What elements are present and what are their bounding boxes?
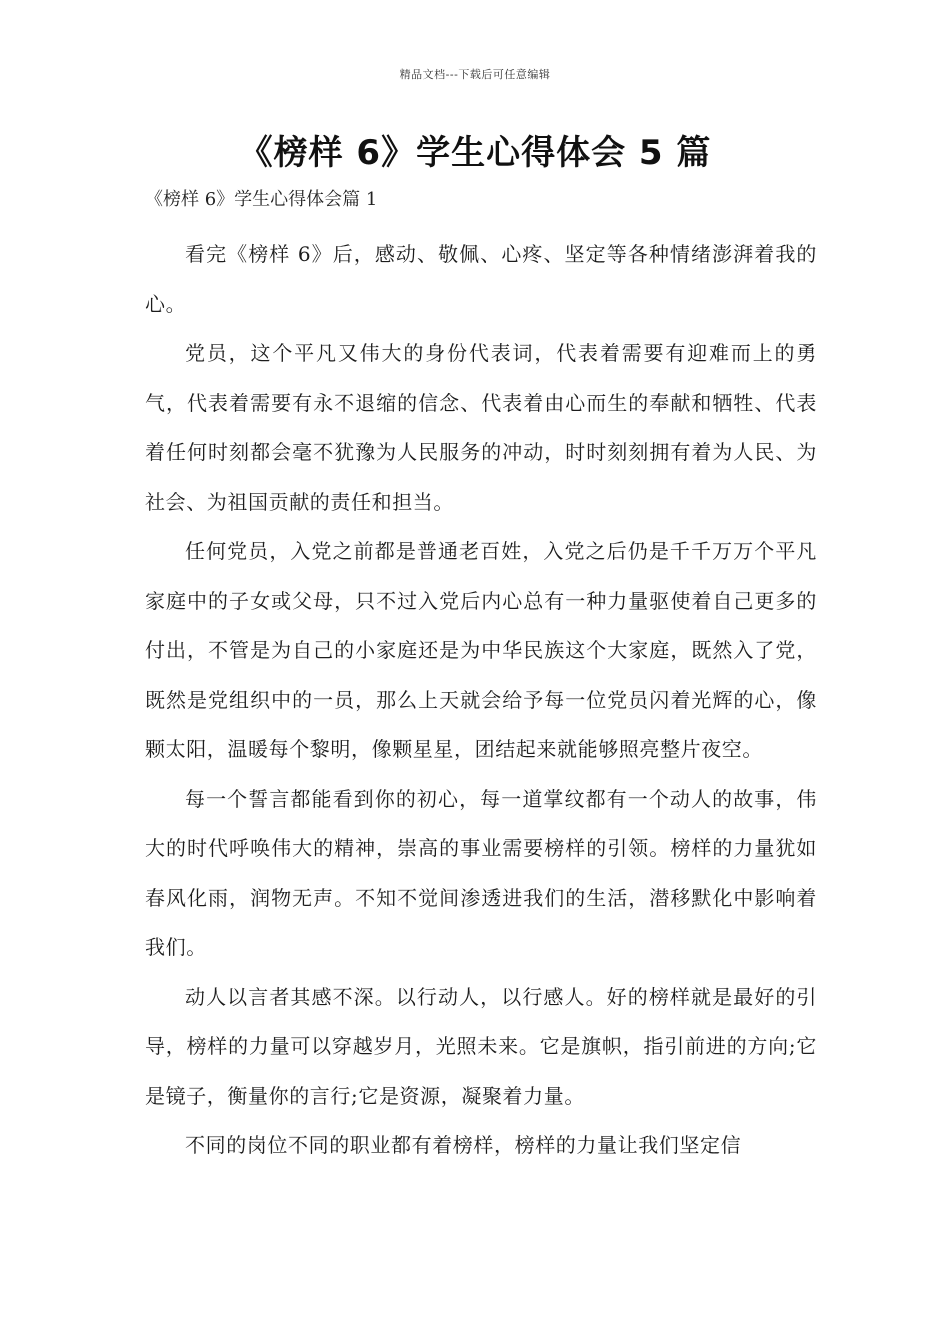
section-heading: 《榜样 6》学生心得体会篇 1 [145, 189, 378, 210]
document-title: 《榜样 6》学生心得体会 5 篇 [238, 133, 712, 173]
paragraph: 党员，这个平凡又伟大的身份代表词，代表着需要有迎难而上的勇气，代表着需要有永不退缩的信念、代表着由心而生的奉献和牺牲、代表着任何时刻都会毫不犹豫为人民服务的冲动，时时刻刻拥有着为人民、为社会、为祖国贡献的责任和担当。 [145, 341, 817, 514]
paragraph: 动人以言者其感不深。以行动人，以行感人。好的榜样就是最好的引导，榜样的力量可以穿越岁月，光照未来。它是旗帜，指引前进的方向;它是镜子，衡量你的言行;它是资源，凝聚着力量。 [145, 984, 817, 1108]
paragraph: 看完《榜样 6》后，感动、敬佩、心疼、坚定等各种情绪澎湃着我的心。 [145, 242, 817, 316]
header-note: 精品文档---下载后可任意编辑 [399, 68, 551, 81]
body-text [145, 230, 817, 1171]
paragraph: 任何党员，入党之前都是普通老百姓，入党之后仍是千千万万个平凡家庭中的子女或父母，只不过入党后内心总有一种力量驱使着自己更多的付出，不管是为自己的小家庭还是为中华民族这个大家庭，既然入了党，既然是党组织中的一员，那么上天就会给予每一位党员闪着光辉的心，像颗太阳，温暖每个黎明，像颗星星，团结起来就能够照亮整片夜空。 [145, 539, 817, 761]
paragraph: 不同的岗位不同的职业都有着榜样，榜样的力量让我们坚定信 [185, 1133, 742, 1157]
paragraph: 每一个誓言都能看到你的初心，每一道掌纹都有一个动人的故事，伟大的时代呼唤伟大的精神，崇高的事业需要榜样的引领。榜样的力量犹如春风化雨，润物无声。不知不觉间渗透进我们的生活，潜移默化中影响着我们。 [145, 786, 817, 959]
